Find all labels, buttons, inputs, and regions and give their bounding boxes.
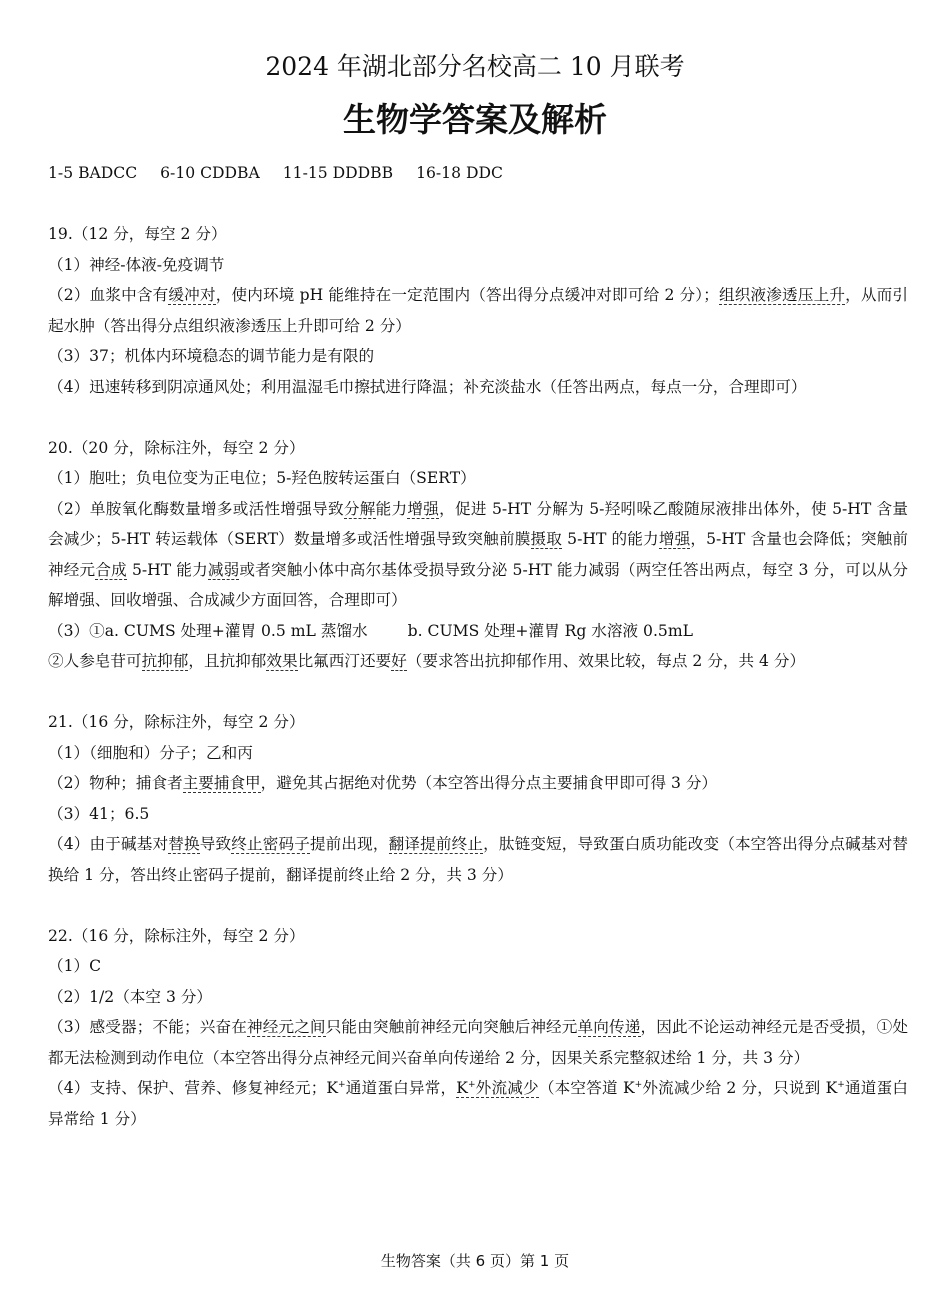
q21-answer-4: （4）由于碱基对替换导致终止密码子提前出现，翻译提前终止，肽链变短，导致蛋白质功能改变（本空答出得分点碱基对替换给 1 分，答出终止密码子提前，翻译提前终止给 2 分，共 3 分）: [48, 835, 908, 884]
keyword-underline: 效果: [266, 652, 298, 670]
q20-answer-1: （1）胞吐；负电位变为正电位；5-羟色胺转运蛋白（SERT）: [48, 469, 476, 487]
q22-answer-4: （4）支持、保护、营养、修复神经元；K+通道蛋白异常，K+外流减少（本空答道 K+外流减少给 2 分，只说到 K+通道蛋白异常给 1 分）: [48, 1079, 908, 1128]
keyword-underline: 主要捕食甲: [182, 774, 261, 792]
q21-answer-3: （3）41；6.5: [48, 804, 150, 823]
keyword-underline: 分解: [343, 499, 376, 518]
keyword-underline: 组织液渗透压上升: [718, 286, 846, 304]
mc-group: 6-10 CDDBA: [160, 164, 260, 182]
keyword-underline: 增强: [658, 530, 691, 548]
keyword-underline: 抗抑郁: [141, 652, 189, 670]
keyword-underline: 翻译提前终止: [388, 835, 484, 853]
q20-answer-3-conclusion: ②人参皂苷可抗抑郁，且抗抑郁效果比氟西汀还要好（要求答出抗抑郁作用、效果比较，每点 2 分，共 4 分）: [48, 652, 806, 670]
answer-content: [48, 158, 908, 1134]
q22-answer-3: （3）感受器；不能；兴奋在神经元之间只能由突触前神经元向突触后神经元单向传递，因此不论运动神经元是否受损，①处都无法检测到动作电位（本空答出得分点神经元间兴奋单向传递给 2 分，因果关系完整叙述给 1 分，共 3 分）: [48, 1018, 908, 1067]
keyword-underline: 减弱: [207, 560, 240, 579]
keyword-underline: 神经元之间: [246, 1018, 326, 1036]
q19-header: 19.（12 分，每空 2 分）: [48, 225, 227, 243]
keyword-underline: K+外流减少: [456, 1079, 539, 1097]
q20-answer-2: （2）单胺氧化酶数量增多或活性增强导致分解能力增强，促进 5-HT 分解为 5-羟吲哚乙酸随尿液排出体外，使 5-HT 含量会减少；5-HT 转运载体（SERT）数量增多或活性增强导致突触前膜摄取 5-HT 的能力增强，5-HT 含量也会降低；突触前神经元合成 5-HT 能力减弱或者突触小体中高尔基体受损导致分泌 5-HT 能力减弱（两空任答出两点，每空 3 分，可以从分解增强、回收增强、合成减少方面回答，合理即可）: [48, 499, 908, 609]
q19-answer-3: （3）37；机体内环境稳态的调节能力是有限的: [48, 347, 375, 365]
keyword-underline: 摄取: [530, 530, 563, 548]
q19-answer-4: （4）迅速转移到阴凉通风处；利用温湿毛巾擦拭进行降温；补充淡盐水（任答出两点，每点一分，合理即可）: [48, 377, 807, 396]
q22-answer-2: （2）1/2（本空 3 分）: [48, 987, 213, 1006]
multiple-choice-answers: [48, 158, 908, 189]
q22-answer-1: （1）C: [48, 957, 102, 975]
q20-header: 20.（20 分，除标注外，每空 2 分）: [48, 438, 305, 457]
keyword-underline: 好: [391, 652, 407, 670]
q22-header: 22.（16 分，除标注外，每空 2 分）: [48, 926, 305, 945]
keyword-underline: 终止密码子: [231, 835, 310, 853]
q21-header: 21.（16 分，除标注外，每空 2 分）: [48, 713, 305, 731]
mc-group: 11-15 DDDBB: [282, 164, 394, 182]
page-footer: 生物答案（共 6 页）第 1 页: [380, 1252, 570, 1270]
q19-answer-1: （1）神经-体液-免疫调节: [48, 255, 225, 274]
keyword-underline: 缓冲对: [168, 286, 216, 304]
keyword-underline: 替换: [168, 835, 200, 853]
mc-group: 1-5 BADCC: [48, 164, 138, 182]
exam-title: 2024 年湖北部分名校高二 10 月联考: [265, 52, 685, 81]
mc-group: 16-18 DDC: [416, 164, 503, 182]
keyword-underline: 增强: [407, 499, 440, 518]
q21-answer-1: （1）（细胞和）分子；乙和丙: [48, 743, 253, 762]
keyword-underline: 单向传递: [577, 1018, 641, 1036]
q21-answer-2: （2）物种；捕食者主要捕食甲，避免其占据绝对优势（本空答出得分点主要捕食甲即可得 3 分）: [48, 774, 718, 792]
q19-answer-2: （2）血浆中含有缓冲对，使内环境 pH 能维持在一定范围内（答出得分点缓冲对即可给 2 分）；组织液渗透压上升，从而引起水肿（答出得分点组织液渗透压上升即可给 2 分）: [48, 286, 908, 335]
keyword-underline: 合成: [95, 560, 127, 579]
page-title: 生物学答案及解析: [343, 100, 607, 139]
q20-answer-3: （3）①a. CUMS 处理+灌胃 0.5 mL 蒸馏水 b. CUMS 处理+灌胃 Rg 水溶液 0.5mL: [48, 621, 693, 640]
